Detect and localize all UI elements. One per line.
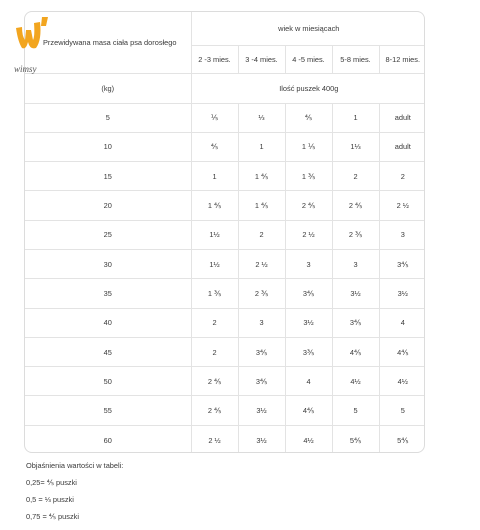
weight-cell: 10 xyxy=(25,132,191,161)
amount-cell: 2 ⅗ xyxy=(332,220,379,249)
amount-cell: ⅓ xyxy=(238,103,285,132)
amount-cell: 1 xyxy=(191,162,238,191)
amount-cell: 1 xyxy=(332,103,379,132)
amount-cell: 2 ½ xyxy=(285,220,332,249)
amount-cell: 2 xyxy=(332,162,379,191)
amount-cell: 3½ xyxy=(379,279,425,308)
amount-cell: 3 xyxy=(332,249,379,278)
amount-cell: 3½ xyxy=(238,425,285,453)
table-row xyxy=(25,220,425,249)
amount-cell: 4½ xyxy=(332,367,379,396)
amount-cell: 4⅘ xyxy=(379,337,425,366)
amount-cell: 4 xyxy=(379,308,425,337)
weight-cell: 5 xyxy=(25,103,191,132)
weight-cell: 20 xyxy=(25,191,191,220)
header-age-column: 2 -3 mies. xyxy=(191,45,238,73)
amount-cell: 4⅘ xyxy=(332,337,379,366)
table-row xyxy=(25,308,425,337)
amount-cell: adult xyxy=(379,132,425,161)
amount-cell: 3⅘ xyxy=(285,279,332,308)
amount-cell: 3½ xyxy=(238,396,285,425)
unit-label: (kg) xyxy=(25,73,191,103)
weight-cell: 55 xyxy=(25,396,191,425)
amount-cell: 1 ⅗ xyxy=(191,279,238,308)
weight-cell: 35 xyxy=(25,279,191,308)
amount-cell: 5⅘ xyxy=(379,425,425,453)
amount-cell: 2 xyxy=(379,162,425,191)
amount-cell: 2 ⅘ xyxy=(191,396,238,425)
amount-cell: 4 xyxy=(285,367,332,396)
amount-cell: 1 ⅕ xyxy=(285,132,332,161)
notes-line: 0,75 = ⅘ puszki xyxy=(26,512,79,521)
amount-cell: 3½ xyxy=(285,308,332,337)
amount-cell: 2 ½ xyxy=(238,249,285,278)
amount-cell: 3⅘ xyxy=(332,308,379,337)
amount-cell: 2 ⅘ xyxy=(285,191,332,220)
amount-cell: 3 xyxy=(285,249,332,278)
table-row xyxy=(25,249,425,278)
amount-cell: 4½ xyxy=(379,367,425,396)
table-row xyxy=(25,103,425,132)
table-row xyxy=(25,132,425,161)
wimsy-logo-icon xyxy=(12,14,64,76)
amount-cell: 1 ⅗ xyxy=(285,162,332,191)
amount-cell: 1⅓ xyxy=(332,132,379,161)
notes-line: 0,5 = ⅓ puszki xyxy=(26,495,74,504)
amount-cell: 4⅘ xyxy=(285,396,332,425)
header-age-column: 3 -4 mies. xyxy=(238,45,285,73)
amount-cell: 1 ⅘ xyxy=(238,162,285,191)
amount-cell: 3½ xyxy=(332,279,379,308)
amount-cell: 2 ⅘ xyxy=(191,367,238,396)
amount-cell: 3⅘ xyxy=(238,337,285,366)
amount-cell: 3⅘ xyxy=(379,249,425,278)
table-row xyxy=(25,367,425,396)
amount-cell: 2 ½ xyxy=(379,191,425,220)
table-row xyxy=(25,191,425,220)
amount-cell: adult xyxy=(379,103,425,132)
notes xyxy=(26,462,123,530)
amount-cell: 3 xyxy=(379,220,425,249)
weight-cell: 50 xyxy=(25,367,191,396)
amount-cell: 3⅗ xyxy=(285,337,332,366)
amount-cell: 1 xyxy=(238,132,285,161)
amount-cell: 2 xyxy=(238,220,285,249)
header-weight: Przewidywana masa ciała psa dorosłego xyxy=(25,12,191,73)
logo-text: wimsy xyxy=(14,64,37,74)
weight-cell: 15 xyxy=(25,162,191,191)
feeding-table-container xyxy=(24,11,425,453)
notes-title: Objaśnienia wartości w tabeli: xyxy=(26,461,124,470)
weight-cell: 40 xyxy=(25,308,191,337)
weight-cell: 30 xyxy=(25,249,191,278)
amount-label: Ilość puszek 400g xyxy=(191,73,425,103)
table-row xyxy=(25,425,425,453)
amount-cell: 3 xyxy=(238,308,285,337)
amount-cell: 5 xyxy=(332,396,379,425)
amount-cell: ⅘ xyxy=(285,103,332,132)
amount-cell: ⅕ xyxy=(191,103,238,132)
weight-cell: 25 xyxy=(25,220,191,249)
weight-cell: 60 xyxy=(25,425,191,453)
amount-cell: 1½ xyxy=(191,249,238,278)
amount-cell: 5 xyxy=(379,396,425,425)
header-age-column: 5-8 mies. xyxy=(332,45,379,73)
notes-line: 0,25= ⅘ puszki xyxy=(26,478,77,487)
amount-cell: 5⅘ xyxy=(332,425,379,453)
amount-cell: ⅘ xyxy=(191,132,238,161)
amount-cell: 2 xyxy=(191,308,238,337)
header-age: wiek w miesiącach xyxy=(191,12,425,45)
amount-cell: 2 ½ xyxy=(191,425,238,453)
amount-cell: 2 xyxy=(191,337,238,366)
amount-cell: 4½ xyxy=(285,425,332,453)
header-age-column: 8-12 mies. xyxy=(379,45,425,73)
table-row xyxy=(25,162,425,191)
table-row xyxy=(25,337,425,366)
amount-cell: 2 ⅗ xyxy=(238,279,285,308)
weight-cell: 45 xyxy=(25,337,191,366)
table-row xyxy=(25,279,425,308)
feeding-table xyxy=(25,12,425,453)
amount-cell: 2 ⅘ xyxy=(332,191,379,220)
amount-cell: 1 ⅘ xyxy=(238,191,285,220)
table-row xyxy=(25,396,425,425)
amount-cell: 1 ⅘ xyxy=(191,191,238,220)
amount-cell: 3⅘ xyxy=(238,367,285,396)
amount-cell: 1½ xyxy=(191,220,238,249)
header-age-column: 4 -5 mies. xyxy=(285,45,332,73)
